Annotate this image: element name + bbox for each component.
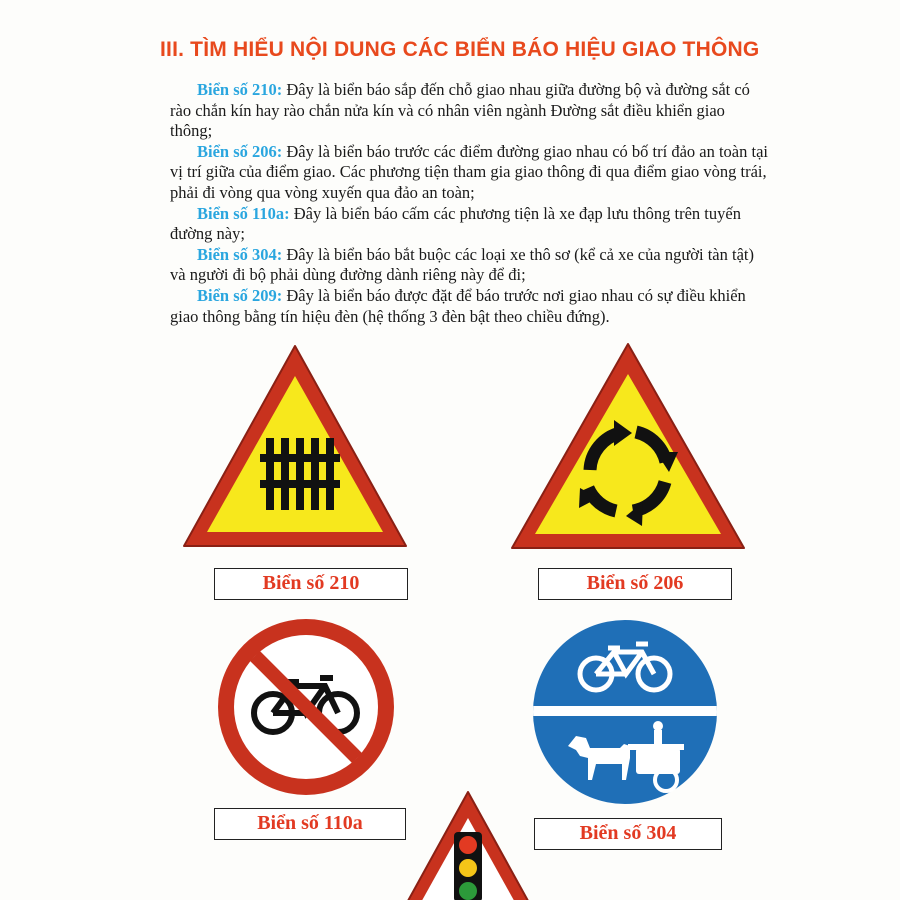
sign-210-railway-barrier-icon	[180, 340, 410, 555]
caption-sign-304: Biển số 304	[534, 818, 722, 850]
paragraph-110a	[170, 204, 770, 245]
sign-110a-no-bicycle-icon	[215, 616, 397, 798]
paragraph-210	[170, 80, 770, 142]
section-heading: III. TÌM HIỂU NỘI DUNG CÁC BIỂN BÁO HIỆU GIAO THÔNG	[160, 38, 760, 61]
paragraph-209	[170, 286, 770, 327]
caption-sign-206: Biển số 206	[538, 568, 732, 600]
paragraph-text: Đây là biển báo cấm các phương tiện là xe đạp lưu thông trên tuyến đường này;	[170, 203, 741, 244]
paragraph-304	[170, 245, 770, 286]
sign-304-bicycle-cart-lane-icon	[530, 618, 720, 806]
sign-ref-209: Biển số 209:	[197, 285, 283, 305]
caption-sign-110a: Biển số 110a	[214, 808, 406, 840]
caption-sign-210: Biển số 210	[214, 568, 408, 600]
sign-ref-304: Biển số 304:	[197, 244, 283, 264]
paragraph-206	[170, 142, 770, 204]
sign-206-roundabout-icon	[508, 340, 748, 555]
body-text	[170, 80, 770, 327]
sign-ref-206: Biển số 206:	[197, 141, 283, 161]
paragraph-text: Đây là biển báo trước các điểm đường giao nhau có bố trí đảo an toàn tại vị trí giữa của điểm giao. Các phương tiện tham gia giao thông đi qua điểm giao vòng trái, phải đi vòng qua vòng xuyến qua đảo an toàn;	[170, 141, 768, 202]
paragraph-text: Đây là biển báo được đặt để báo trước nơi giao nhau có sự điều khiển giao thông bằng tín hiệu đèn (hệ thống 3 đèn bật theo chiều đứng).	[170, 285, 746, 326]
sign-ref-110a: Biển số 110a:	[197, 203, 290, 223]
sign-209-traffic-light-icon	[378, 788, 558, 900]
paragraph-text: Đây là biển báo bắt buộc các loại xe thô sơ (kể cả xe của người tàn tật) và người đi bộ phải dùng đường dành riêng này để đi;	[170, 244, 754, 285]
sign-ref-210: Biển số 210:	[197, 80, 283, 99]
paragraph-text: Đây là biển báo sắp đến chỗ giao nhau giữa đường bộ và đường sắt có rào chắn kín hay rào chắn nửa kín và có nhân viên ngành Đường sắt điều khiển giao thông;	[170, 80, 750, 141]
